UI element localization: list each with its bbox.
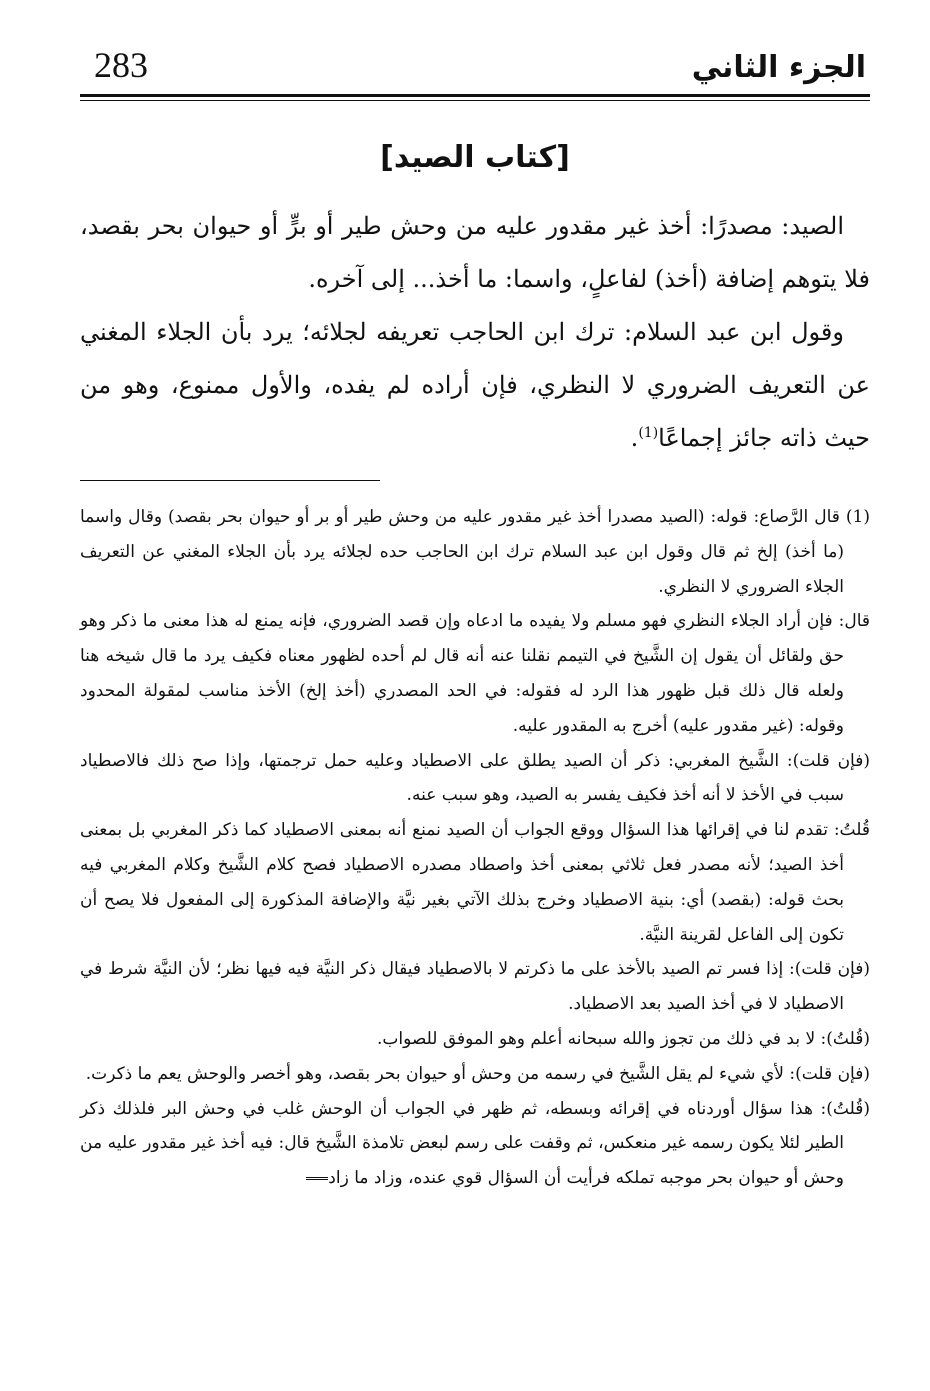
page: [80, 40, 870, 1360]
footnote-line: (فإن قلت): إذا فسر تم الصيد بالأخذ على ما ذكرتم لا بالاصطياد فيقال ذكر النيَّة فيه فيها نظر؛ لأن النيَّة شرط في الاصطياد لا في أخذ الصيد بعد الاصطياد.: [80, 959, 870, 1015]
footnote-line: قال: فإن أراد الجلاء النظري فهو مسلم ولا يفيده ما ادعاه وإن قصد الضروري، فإنه يمنع له هذا معنى ما ذكر وهو حق ولقائل أن يقول إن الشَّيخ في التيمم نقلنا عنه أنه قال لم أحده لظهور معناه فكيف يرد ما قال شيخه هنا ولعله قال ذلك قبل ظهور هذا الرد له فقوله: في الحد المصدري (أخذ إلخ) الأخذ مناسب لمقولة المحدود وقوله: (غير مقدور عليه) أخرج به المقدور عليه.: [80, 611, 870, 736]
chapter-title: [كتاب الصيد]: [380, 140, 570, 175]
header-rule-thick: [80, 94, 870, 97]
body-paragraph: [80, 306, 870, 465]
body-paragraph-text: وقول ابن عبد السلام: ترك ابن الحاجب تعريفه لجلائه؛ يرد بأن الجلاء المغني عن التعريف الضروري لا النظري، فإن أراده لم يفده، والأول ممنوع، وهو من حيث ذاته جائز إجماعًا: [80, 318, 870, 452]
footnote-line: قُلتُ: تقدم لنا في إقرائها هذا السؤال ووقع الجواب أن الصيد نمنع أنه بمعنى الاصطياد كما ذكر المغربي بل بمعنى أخذ الصيد؛ لأنه مصدر فعل ثلاثي بمعنى أخذ واصطاد مصدره الاصطياد فصح كلام الشَّيخ وكلام المغربي فيه بحث قوله: (بقصد) أي: بنية الاصطياد وخرج بذلك الآتي بغير نيَّة والإضافة المذكورة إلى المفعول فلا يصح أن تكون إلى الفاعل لقرينة النيَّة.: [80, 820, 870, 945]
footnote-line: [80, 1092, 870, 1196]
footnote-line: (فإن قلت): لأي شيء لم يقل الشَّيخ في رسمه من وحش أو حيوان بحر بقصد، وهو أخصر والوحش يعم ما ذكرت.: [85, 1063, 870, 1084]
footnote-line: (قُلتُ): لا بد في ذلك من تجوز والله سبحانه أعلم وهو الموفق للصواب.: [376, 1028, 870, 1049]
body-paragraph: الصيد: مصدرًا: أخذ غير مقدور عليه من وحش طير أو برٍّ أو حيوان بحر بقصد، فلا يتوهم إضافة (أخذ) لفاعلٍ، واسما: ما أخذ... إلى آخره.: [80, 212, 870, 293]
page-header: [80, 40, 870, 100]
running-title: الجزء الثاني: [691, 50, 866, 85]
footnote-separator: [80, 480, 380, 481]
footnote-line: (فإن قلت): الشَّيخ المغربي: ذكر أن الصيد يطلق على الاصطياد وعليه حمل ترجمتها، وإذا صح ذلك فالاصطياد سبب في الأخذ لا أنه أخذ فكيف يفسر به الصيد، وهو سبب عنه.: [80, 750, 870, 806]
main-text: [80, 200, 870, 465]
footnote-line: (1) قال الرَّصاع: قوله: (الصيد مصدرا أخذ غير مقدور عليه من وحش طير أو بر أو حيوان بحر بقصد) وقال واسما (ما أخذ) إلخ ثم قال وقول ابن عبد السلام ترك ابن الحاجب حده لجلائه يرد بأن الجلاء المغني عن التعريف الجلاء الضروري لا النظري.: [80, 507, 870, 597]
footnote-reference[interactable]: (1): [638, 425, 659, 441]
paragraph-end-dot: .: [630, 424, 639, 452]
continuation-mark: [306, 1177, 328, 1180]
footnotes: [80, 500, 870, 1196]
header-rule-thin: [80, 100, 870, 101]
page-number: 283: [94, 45, 148, 85]
footnote-text: (قُلتُ): هذا سؤال أوردناه في إقرائه وبسطه، ثم ظهر في الجواب أن الوحش غلب في وحش البر فلذلك ذكر الطير لئلا يكون رسمه غير منعكس، ثم وقفت على رسم لبعض تلامذة الشَّيخ قال: فيه أخذ غير مقدور عليه من وحش أو حيوان بحر موجبه تملكه فرأيت أن السؤال قوي عنده، وزاد ما زاد: [80, 1098, 870, 1189]
